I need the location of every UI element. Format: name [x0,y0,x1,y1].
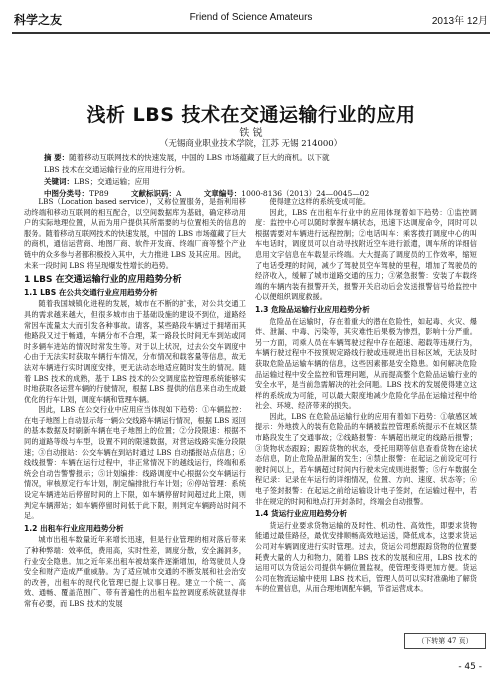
clc-value: TP89 [89,189,109,198]
paragraph: 货运行业要求货物运输的及时性、机动性、高效性，即要求货物能通过最佳路径，最优安排顺畅高效地运送，降低成本，这要求货运公司对车辆调度进行实时管理。过去，货运公司想跟踪货物的位置要耗费大量的人力和物力，随着 LBS 技术的发展和应用，LBS 技术的运用可以为货运公司提供车辆位置监视，使管理变得更加方便。货运公司在物流运输中使用 LBS 技术后，管理人员可以实时准确地了解货车的位置信息，从而合理地调配车辆，节省运营成本。 [255,520,477,594]
abstract-block [44,152,458,200]
paragraph: 危险品在运输时，存在着重大的潜在危险性，如起毒、火灾、爆炸、泄漏、中毒、污染等，其灾难性后果极为惨烈，影响十分严重。另一方面，司乘人员在车辆驾驶过程中存在超速、超载等违规行为，车辆行驶过程中不按预规定路线行驶或违规进出目标区域，无法及时获取危险品运输车辆的信息，这些因素都是安全隐患。如何解决危险品运输过程中安全监控和管理问题，从而提高整个危险品运输行业的安全水平，是当前急需解决的社会问题。LBS 技术的发展使得建立这样的系统成为可能，可以最大限度地减少危险化学品在运输过程中给社会、环境、经济带来的损失。 [255,316,477,411]
author-affiliation: （无锡商业职业技术学院，江苏 无锡 214000） [159,139,343,149]
paragraph: 因此，LBS 在公交行业中应用应当体现如下趋势：①车辆监控：在电子地图上自动显示每一辆公交线路车辆运行情况，根据 LBS 返回的基本数据及时刷新车辆在电子地图上的位置；②分段限速：根据不同的道路等级与车型，设置不同的限速数据，对营运线路实施分段限速；③自动报站：公交车辆在到站时通过 LBS 自动播报站点信息；④线线报警：车辆在运行过程中，非正常情况下的越线运行，终端和系统会自动告警警报示；⑤计划编排：线路调度中心根据公交车辆运行情况，审核原定行车计划，制定编排批行车计划；⑥停站管理：系统设定车辆进站后停留时间的上下限，如车辆停留时间超过此上限，则判定车辆滞站；如车辆停留时间低于此下限，则判定车辆跨站时间不足。 [24,405,246,521]
article-no-value: 1000-8136（2013）24—0045—02 [241,189,370,198]
doc-code-label: 文献标识码： [130,189,176,198]
page-number: - 45 - [458,662,482,672]
paragraph: 因此，LBS 在出租车行业中的应用体现着如下趋势：①监控调度：监控中心可以随时掌握车辆状态，迅速下达调度命令，同时可以根据需要对车辆进行远程控制；②电话叫车：乘客拨打调度中心的叫车电话时，调度员可以自动寻找附近空车进行派遣，调车所的详细信息用文字信息在车载显示终端。大大提高了调度员的工作效率，缩短了电话受理的时间，减少了驾驶员空车驾驶的里程，增加了驾驶员的经济收入，缓解了城市道路交通的压力；③紧急报警：安装了车载终端的车辆内装有报警开关，报警开关启动后会发送报警信号给监控中心以便组织调度救援。 [255,207,477,302]
keywords-value: LBS；交通运输；应用 [74,177,150,186]
continued-note: （下转第 47 页） [404,633,486,649]
body-right-column [255,197,477,595]
paragraph: 随着我国城镇化进程的发展，城市在不断的扩张，对公共交通工具的需求越来越大，但很多城市由于基础设施的建设不到位，道路经常因车流量太大而引发各种事故。请客，某些路段车辆过于拥堵而其他路段又过于畅通，车辆分布不合理，某一路段长时间无车到站或同时多辆车进站的情况时常发生等。对于以上状况，过去公交车调度中心由于无法实时获取车辆行车情况，分布情况和载客量等信息，故无法对车辆进行实时调度安排，更无法动态地适应随时发生的情况。随着 LBS 技术的成熟，基于 LBS 技术的公交调度监控管理系统能够实时地获取各运营车辆的行驶情况，根据 LBS 提供的信息来自动生成最优化的行车计划，调度车辆和管理车辆。 [24,299,246,404]
paragraph: 使得建立这样的系统变成可能。 [269,197,371,206]
journal-name-cn: 科学之友 [14,13,63,27]
header-rule [12,32,490,34]
clc-label: 中图分类号： [44,189,89,198]
journal-name-en: Friend of Science Amateurs [189,12,313,23]
abstract-line-1 [44,152,458,164]
issue-date: 2013年 12月 [431,16,488,27]
subsection-heading: 1.1 LBS 在公共交通行业应用趋势分析 [24,287,158,297]
keywords-label: 关键词： [44,177,74,186]
paragraph: 因此，LBS 在危险品运输行业的应用有着如下趋势：①敏感区域提示：外地拨入的装有危险品的车辆被监控管理系统提示不在城区禁市路段发生了交通事故；②线路报警：车辆超出规定的线路后报警；③货物状态跟踪；跟踪货物的状态，受托用期等信息查看货物在途状态信息，防止危险品泄漏的发生；④禁止报警：在起运之前设定可行驶时间以上，若车辆超过时间内行驶未完成则进报警；⑤行车数据全程记录：记录在车运行的详细情况，位置、方向、速度、状态等；⑥电子签封报警：在起运之前给运输设计电子签封，在运输过程中，若非在规定的时间和地点打开封条时，终端会自动报警。 [255,411,477,506]
keywords-line [44,176,458,188]
subsection-heading: 1.2 出租车行业应用趋势分析 [24,523,124,533]
subsection-heading: 1.3 危险品运输行业应用趋势分析 [255,304,370,314]
abstract-line-2 [44,164,458,176]
abstract-text-1: 随着移动互联网技术的快速发展，中国的 LBS 市场蕴藏了巨大的商机。以下就 [69,153,330,162]
section-heading: 1 LBS 在交通运输行业的应用趋势分析 [24,275,182,286]
abstract-text-2: LBS 技术在交通运输行业的应用进行分析。 [44,165,190,174]
paragraph: 城市出租车数量近年来增长迅速，但是行业管理的相对落后带来了种种弊端：效率低，费用高，实时性差，调度分散，安全漏洞多，行业安全隐患。加之近年来出租车被劫案件逐渐增加，给驾驶员人身安全和财产造成严重威胁。为了适应城市交通的不断发展和社会治安的改善，出租车的现代化管理已提上议事日程。建立一个统一、高效、通畅、覆盖范围广、带有普遍性的出租车监控调度系统就显得非常有必要，而 LBS 技术的发展 [24,535,246,608]
article-no-label: 文章编号： [203,189,242,198]
subsection-heading: 1.4 货运行业应用趋势分析 [255,509,348,519]
article-title: 浅析 LBS 技术在交通运输行业的应用 [86,104,416,126]
doc-code-value: A [175,189,182,198]
author-name: 铁 锐 [239,128,263,139]
abstract-label: 摘 要： [44,153,70,162]
paragraph: LBS（Location based service），又称位置服务，是指利用移动终端和移动互联网的相互配合，以空间数据库为基础，确定移动用户的实际地理位置，从而为用户提供其所需要的与位置相关的信息的服务。随着移动互联网技术的快速发展，中国的 LBS 市场蕴藏了巨大的商机，通信运营商、地图厂商、软件开发商、终端厂商等整个产业链中的众多参与者都积极投入其中，大力推进 LBS 及其应用。因此，未来一段时间 LBS 将呈现爆发性增长的趋势。 [24,197,246,270]
body-left-column [24,197,246,610]
